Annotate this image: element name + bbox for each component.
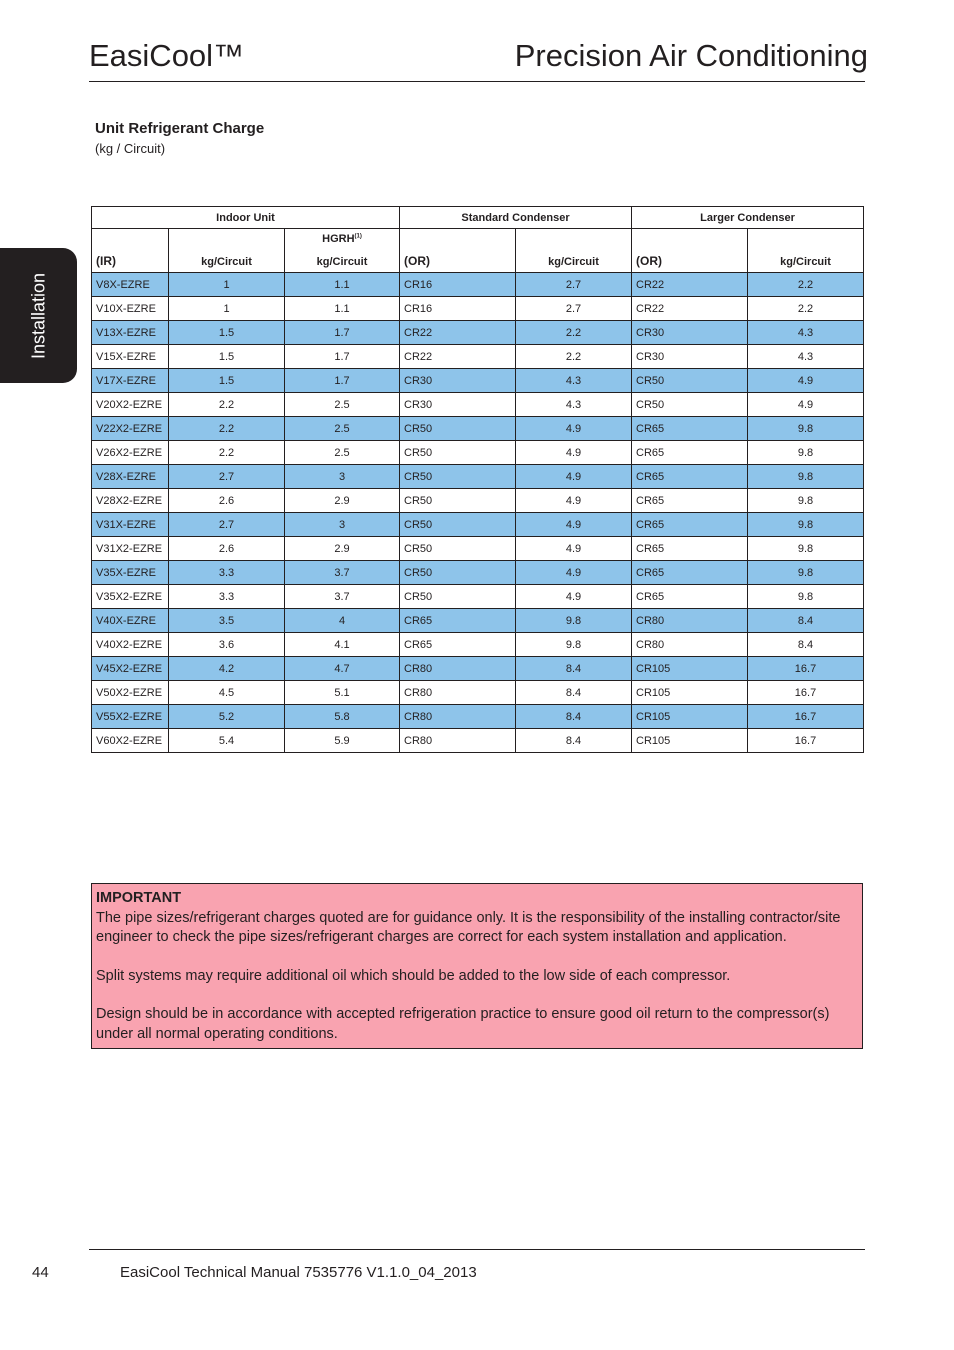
table-row: [92, 609, 864, 633]
table-cell: 2.5: [285, 417, 400, 441]
footer-manual-reference: EasiCool Technical Manual 7535776 V1.1.0_04_2013: [120, 1264, 477, 1281]
table-cell: 4.9: [516, 585, 632, 609]
table-cell: 4.3: [748, 345, 864, 369]
important-title: IMPORTANT: [96, 890, 182, 906]
table-cell: V17X-EZRE: [92, 369, 169, 393]
hgrh-footnote-marker: (1): [354, 233, 362, 240]
group-header-standard-condenser: Standard Condenser: [400, 207, 632, 229]
table-cell: 9.8: [748, 537, 864, 561]
column-header-kg-circuit-standard: kg/Circuit: [516, 229, 632, 273]
table-cell: 3.7: [285, 561, 400, 585]
table-cell: 8.4: [748, 633, 864, 657]
table-cell: CR65: [632, 417, 748, 441]
table-cell: CR30: [400, 393, 516, 417]
table-cell: 4.9: [516, 489, 632, 513]
table-body: [92, 273, 864, 753]
table-cell: V50X2-EZRE: [92, 681, 169, 705]
table-cell: CR30: [632, 321, 748, 345]
header-divider: [89, 81, 865, 82]
table-cell: 8.4: [516, 657, 632, 681]
table-row: [92, 633, 864, 657]
table-cell: CR65: [400, 633, 516, 657]
table-cell: 16.7: [748, 705, 864, 729]
table-row: [92, 729, 864, 753]
table-cell: 9.8: [748, 489, 864, 513]
table-cell: V8X-EZRE: [92, 273, 169, 297]
table-cell: 2.5: [285, 441, 400, 465]
table-cell: 2.2: [748, 297, 864, 321]
table-cell: 9.8: [748, 585, 864, 609]
table-row: [92, 561, 864, 585]
table-cell: V28X-EZRE: [92, 465, 169, 489]
refrigerant-charge-table: [91, 206, 864, 753]
table-row: [92, 417, 864, 441]
table-cell: 5.1: [285, 681, 400, 705]
table-cell: CR22: [400, 345, 516, 369]
table-cell: CR65: [632, 441, 748, 465]
table-cell: V15X-EZRE: [92, 345, 169, 369]
group-header-row: [92, 207, 864, 229]
table-cell: 1.5: [169, 321, 285, 345]
table-cell: V31X2-EZRE: [92, 537, 169, 561]
table-cell: 2.2: [748, 273, 864, 297]
table-cell: V31X-EZRE: [92, 513, 169, 537]
table-cell: CR30: [400, 369, 516, 393]
table-cell: CR50: [400, 465, 516, 489]
table-cell: CR65: [400, 609, 516, 633]
table-cell: V40X-EZRE: [92, 609, 169, 633]
table-cell: 9.8: [748, 465, 864, 489]
table-cell: 2.6: [169, 537, 285, 561]
table-cell: V10X-EZRE: [92, 297, 169, 321]
table-cell: 3.5: [169, 609, 285, 633]
table-cell: 3.6: [169, 633, 285, 657]
table-cell: 4.9: [516, 513, 632, 537]
table-cell: 8.4: [516, 681, 632, 705]
table-cell: V40X2-EZRE: [92, 633, 169, 657]
table-cell: CR22: [632, 297, 748, 321]
table-cell: 4.3: [516, 393, 632, 417]
table-cell: 2.7: [516, 273, 632, 297]
table-row: [92, 513, 864, 537]
column-header-ir: (IR): [92, 229, 169, 273]
table-cell: CR16: [400, 273, 516, 297]
table-cell: 4.9: [516, 561, 632, 585]
table-row: [92, 537, 864, 561]
table-cell: 5.9: [285, 729, 400, 753]
table-cell: CR65: [632, 585, 748, 609]
table-cell: CR50: [400, 561, 516, 585]
table-cell: 8.4: [516, 729, 632, 753]
page-number: 44: [32, 1264, 49, 1281]
column-header-kg-circuit: kg/Circuit: [169, 229, 285, 273]
hgrh-kg-circuit-label: kg/Circuit: [316, 256, 368, 268]
important-paragraph: Split systems may require additional oil which should be added to the low side of each compressor.: [96, 967, 731, 984]
table-cell: CR65: [632, 489, 748, 513]
footer-divider: [89, 1249, 865, 1250]
table-cell: CR30: [632, 345, 748, 369]
table-cell: 9.8: [516, 609, 632, 633]
table-cell: 1.7: [285, 345, 400, 369]
table-cell: V20X2-EZRE: [92, 393, 169, 417]
table-cell: CR50: [400, 513, 516, 537]
table-cell: V13X-EZRE: [92, 321, 169, 345]
table-cell: CR16: [400, 297, 516, 321]
table-row: [92, 705, 864, 729]
group-header-indoor-unit: Indoor Unit: [92, 207, 400, 229]
table-cell: 2.6: [169, 489, 285, 513]
table-cell: 2.5: [285, 393, 400, 417]
table-cell: 8.4: [748, 609, 864, 633]
table-cell: CR65: [632, 513, 748, 537]
column-header-kg-circuit-larger: kg/Circuit: [748, 229, 864, 273]
table-cell: CR105: [632, 729, 748, 753]
side-section-tab-label: Installation: [28, 272, 49, 360]
important-paragraph: The pipe sizes/refrigerant charges quoted are for guidance only. It is the responsibility of the installing contractor/site engineer to check the pipe sizes/refrigerant charges are correct for each system installation and application.: [96, 909, 841, 945]
table-cell: V26X2-EZRE: [92, 441, 169, 465]
table-cell: 4.9: [748, 393, 864, 417]
table-cell: CR22: [400, 321, 516, 345]
section-subtitle: (kg / Circuit): [95, 141, 166, 156]
table-row: [92, 441, 864, 465]
column-header-hgrh: [285, 229, 400, 273]
table-cell: CR80: [400, 705, 516, 729]
column-header-or-standard: (OR): [400, 229, 516, 273]
table-cell: 5.8: [285, 705, 400, 729]
table-cell: CR50: [400, 417, 516, 441]
table-cell: CR50: [400, 585, 516, 609]
table-cell: 4.2: [169, 657, 285, 681]
table-cell: 16.7: [748, 681, 864, 705]
section-title: Unit Refrigerant Charge: [95, 120, 265, 137]
table-cell: 2.7: [516, 297, 632, 321]
table-row: [92, 489, 864, 513]
table-row: [92, 297, 864, 321]
table-cell: 3.3: [169, 585, 285, 609]
table-cell: 9.8: [748, 417, 864, 441]
table-cell: CR80: [400, 729, 516, 753]
table-cell: CR65: [632, 537, 748, 561]
table-cell: 2.9: [285, 489, 400, 513]
table-cell: 4.3: [748, 321, 864, 345]
table-cell: 2.2: [169, 441, 285, 465]
table-cell: 1.1: [285, 273, 400, 297]
table-cell: 4.9: [516, 441, 632, 465]
table-cell: 16.7: [748, 657, 864, 681]
table-cell: CR80: [400, 657, 516, 681]
table-cell: CR80: [632, 609, 748, 633]
table-cell: 4.9: [516, 537, 632, 561]
table-cell: 4.9: [516, 417, 632, 441]
table-cell: 3: [285, 513, 400, 537]
table-cell: V28X2-EZRE: [92, 489, 169, 513]
table-cell: 2.7: [169, 513, 285, 537]
table-cell: 2.7: [169, 465, 285, 489]
table-cell: 1.5: [169, 345, 285, 369]
column-header-or-larger: (OR): [632, 229, 748, 273]
table-cell: 9.8: [748, 561, 864, 585]
table-cell: 1.7: [285, 369, 400, 393]
column-header-row: [92, 229, 864, 273]
table-cell: 1.7: [285, 321, 400, 345]
table-row: [92, 273, 864, 297]
table-row: [92, 465, 864, 489]
table-cell: 2.2: [516, 345, 632, 369]
table-cell: 2.2: [516, 321, 632, 345]
table-cell: V60X2-EZRE: [92, 729, 169, 753]
table-row: [92, 681, 864, 705]
table-cell: 9.8: [748, 441, 864, 465]
table-cell: 5.4: [169, 729, 285, 753]
table-cell: CR50: [632, 393, 748, 417]
table-cell: CR65: [632, 561, 748, 585]
table-cell: CR50: [400, 489, 516, 513]
table-cell: V35X2-EZRE: [92, 585, 169, 609]
table-cell: 9.8: [516, 633, 632, 657]
table-cell: CR50: [400, 441, 516, 465]
table-cell: 4.5: [169, 681, 285, 705]
table-cell: 4.7: [285, 657, 400, 681]
table-cell: 5.2: [169, 705, 285, 729]
table-row: [92, 345, 864, 369]
important-notice: [91, 883, 863, 1049]
table-cell: 1.1: [285, 297, 400, 321]
table-cell: 1: [169, 273, 285, 297]
table-cell: V45X2-EZRE: [92, 657, 169, 681]
table-cell: 2.9: [285, 537, 400, 561]
table-cell: 4.3: [516, 369, 632, 393]
document-title: Precision Air Conditioning: [514, 38, 868, 73]
table-cell: 2.2: [169, 393, 285, 417]
table-cell: V22X2-EZRE: [92, 417, 169, 441]
table-cell: CR50: [632, 369, 748, 393]
table-cell: 3.7: [285, 585, 400, 609]
table-cell: V55X2-EZRE: [92, 705, 169, 729]
table-row: [92, 369, 864, 393]
table-row: [92, 393, 864, 417]
table-cell: 3: [285, 465, 400, 489]
table-cell: 4: [285, 609, 400, 633]
table-cell: 2.2: [169, 417, 285, 441]
table-cell: CR65: [632, 465, 748, 489]
table-cell: V35X-EZRE: [92, 561, 169, 585]
table-cell: CR105: [632, 657, 748, 681]
table-row: [92, 657, 864, 681]
group-header-larger-condenser: Larger Condenser: [632, 207, 864, 229]
table-row: [92, 585, 864, 609]
table-cell: 4.9: [516, 465, 632, 489]
brand-title: EasiCool™: [89, 38, 245, 73]
table-cell: CR105: [632, 705, 748, 729]
table-cell: 9.8: [748, 513, 864, 537]
table-cell: CR105: [632, 681, 748, 705]
table-cell: 1: [169, 297, 285, 321]
important-paragraph: Design should be in accordance with accepted refrigeration practice to ensure good oil return to the compressor(s) under all normal operating conditions.: [96, 1006, 830, 1042]
table-row: [92, 321, 864, 345]
table-cell: 3.3: [169, 561, 285, 585]
table-cell: CR80: [632, 633, 748, 657]
table-cell: CR50: [400, 537, 516, 561]
table-cell: 4.1: [285, 633, 400, 657]
hgrh-header-label: HGRH$^{(1)}$: [322, 233, 362, 245]
table-cell: CR80: [400, 681, 516, 705]
table-cell: 1.5: [169, 369, 285, 393]
table-cell: 16.7: [748, 729, 864, 753]
table-cell: 8.4: [516, 705, 632, 729]
table-cell: CR22: [632, 273, 748, 297]
table-cell: 4.9: [748, 369, 864, 393]
